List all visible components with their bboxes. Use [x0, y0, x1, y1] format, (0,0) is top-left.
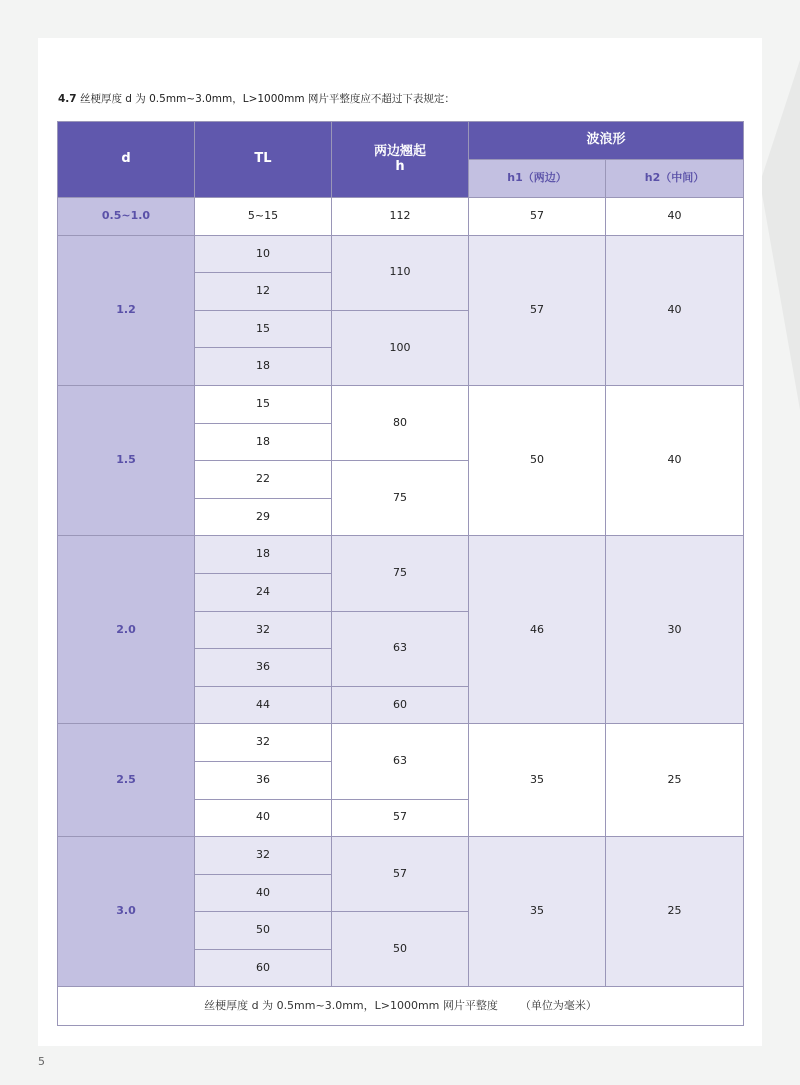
header-wave: 波浪形: [469, 122, 744, 160]
h-cell: 100: [332, 310, 469, 385]
header-d: d: [58, 122, 195, 198]
table-caption-unit: （单位为毫米）: [519, 999, 597, 1013]
tl-cell: 15: [195, 385, 332, 423]
tl-cell: 12: [195, 273, 332, 311]
h2-cell: 30: [606, 536, 744, 724]
tl-cell: 40: [195, 874, 332, 912]
page-number: 5: [38, 1055, 45, 1068]
header-h1: h1（两边）: [469, 160, 606, 198]
section-text: 丝梗厚度 d 为 0.5mm~3.0mm，L>1000mm 网片平整度应不超过下表规定：: [76, 93, 455, 105]
h-cell: 110: [332, 235, 469, 310]
h1-cell: 46: [469, 536, 606, 724]
tl-cell: 36: [195, 761, 332, 799]
tl-cell: 5~15: [195, 198, 332, 236]
tl-cell: 32: [195, 837, 332, 875]
h-cell: 75: [332, 461, 469, 536]
h2-cell: 25: [606, 837, 744, 987]
d-cell: 1.2: [58, 235, 195, 385]
header-edge-raise: [332, 122, 469, 198]
h1-cell: 57: [469, 235, 606, 385]
header-tl: TL: [195, 122, 332, 198]
h-cell: 60: [332, 686, 469, 724]
table-caption-text: 丝梗厚度 d 为 0.5mm~3.0mm，L>1000mm 网片平整度: [204, 999, 498, 1013]
header-h2: h2（中间）: [606, 160, 744, 198]
d-cell: 0.5~1.0: [58, 198, 195, 236]
tl-cell: 18: [195, 348, 332, 386]
tl-cell: 60: [195, 949, 332, 987]
tl-cell: 15: [195, 310, 332, 348]
h-cell: 63: [332, 611, 469, 686]
tl-cell: 18: [195, 423, 332, 461]
header-edge-raise-symbol: h: [395, 158, 405, 174]
tl-cell: 40: [195, 799, 332, 837]
h1-cell: 57: [469, 198, 606, 236]
tl-cell: 29: [195, 498, 332, 536]
h-cell: 80: [332, 385, 469, 460]
tl-cell: 10: [195, 235, 332, 273]
h1-cell: 35: [469, 724, 606, 837]
h1-cell: 50: [469, 385, 606, 535]
h2-cell: 25: [606, 724, 744, 837]
page-corner-decoration: [760, 60, 800, 410]
h-cell: 50: [332, 912, 469, 987]
h1-cell: 35: [469, 837, 606, 987]
tl-cell: 36: [195, 649, 332, 687]
tl-cell: 22: [195, 461, 332, 499]
d-cell: 2.0: [58, 536, 195, 724]
h2-cell: 40: [606, 385, 744, 535]
d-cell: 2.5: [58, 724, 195, 837]
section-heading: [58, 91, 455, 106]
h2-cell: 40: [606, 198, 744, 236]
d-cell: 3.0: [58, 837, 195, 987]
h-cell: 57: [332, 799, 469, 837]
tl-cell: 24: [195, 573, 332, 611]
tl-cell: 18: [195, 536, 332, 574]
tl-cell: 44: [195, 686, 332, 724]
header-edge-raise-label: 两边翘起: [373, 143, 426, 159]
h2-cell: 40: [606, 235, 744, 385]
h-cell: 63: [332, 724, 469, 799]
flatness-table: [57, 121, 744, 1026]
h-cell: 57: [332, 837, 469, 912]
table-caption: [58, 987, 744, 1026]
h-cell: 112: [332, 198, 469, 236]
h-cell: 75: [332, 536, 469, 611]
tl-cell: 50: [195, 912, 332, 950]
tl-cell: 32: [195, 724, 332, 762]
d-cell: 1.5: [58, 385, 195, 535]
section-number: 4.7: [58, 93, 77, 105]
tl-cell: 32: [195, 611, 332, 649]
